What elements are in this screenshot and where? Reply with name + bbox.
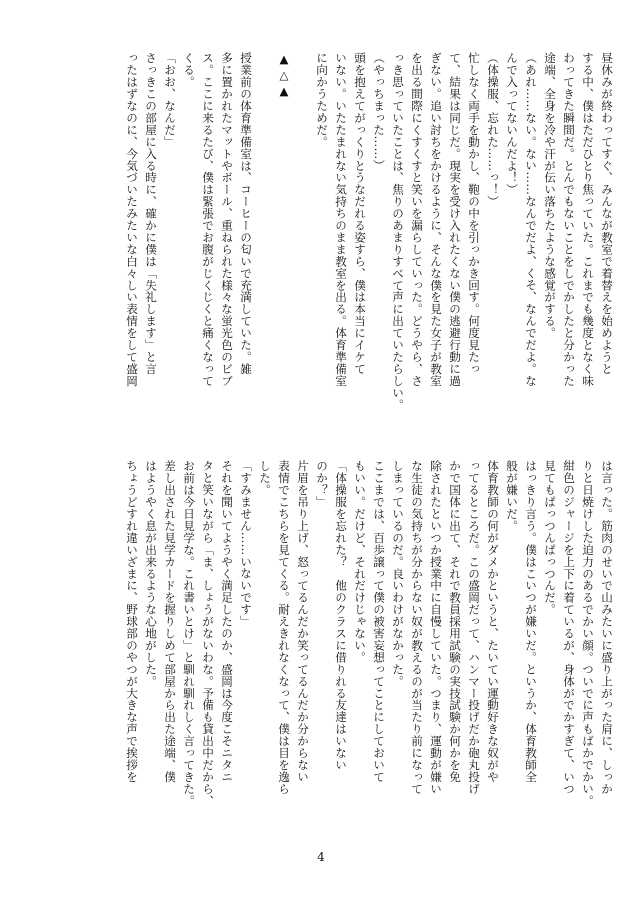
page-number: 4 — [317, 850, 325, 864]
text-line: 表情でこちらを見てくる。耐えきれなくなって、僕は目を逸ら — [277, 460, 291, 795]
text-line: かで国体に出て、それで教員採用試験の実技試験か何かを免 — [448, 460, 462, 783]
text-line: 途端、全身を冷や汗が伝い落ちたような感覚がする。 — [543, 52, 557, 339]
text-line: な生徒の気持ちが分からない奴が教えるのが当たり前になって — [410, 460, 424, 795]
upper-text-block — [125, 52, 616, 432]
text-line: 「体操服を忘れた？ 他のクラスに借りれる友達はいない — [334, 460, 348, 771]
text-line: 差し出された見学カードを握りしめて部屋から出た途端、僕 — [163, 460, 177, 783]
text-line: ったはずなのに、今気づいたみたいな白々しい表情をして盛岡 — [125, 52, 139, 387]
text-line: 片眉を吊り上げ、怒ってるんだか笑ってるんだか分からない — [296, 460, 310, 783]
text-line: 除されたといつか授業中に自慢していた。つまり、運動が嫌い — [429, 460, 443, 795]
text-line: （やっちまった……） — [372, 52, 386, 172]
text-line: 授業前の体育準備室は、コーヒーの匂いで充満していた。雑 — [239, 52, 253, 375]
text-line: 紺色のジャージを上下に着ているが、身体がでかすぎて、いつ — [562, 460, 576, 795]
text-line: 「すみません……いないです」 — [239, 460, 253, 628]
text-line: ってるところだ。この盛岡だって、ハンマー投げだか砲丸投げ — [467, 460, 481, 795]
text-line: 昼休みが終わってすぐ、みんなが教室で着替えを始めようと — [600, 52, 614, 375]
section-break-marker: ▲△▲ — [277, 52, 291, 100]
text-line: 頭を抱えてがっくりとうなだれる姿すら、僕は本当にイケて — [353, 52, 367, 375]
text-line: （体操服、忘れた……っ！） — [486, 52, 500, 208]
text-line — [293, 52, 312, 432]
text-line: りと日焼けした迫力のあるでかい顔。ついでに声もばかでかい。 — [581, 460, 595, 807]
text-line: 忙しなく両手を動かし、鞄の中を引っかき回す。何度見たっ — [467, 52, 481, 375]
text-line: 「おお、なんだ」 — [163, 52, 177, 148]
text-line: いない。いたたまれない気持ちのまま教室を出る。体育準備室 — [334, 52, 348, 387]
text-line: 多に置かれたマットやボール、重ねられた様々な蛍光色のビブ — [220, 52, 234, 387]
text-line — [255, 52, 274, 432]
text-line: ス。ここに来るたび、僕は緊張でお腹がじくじくと痛くなって — [201, 52, 215, 387]
text-line: さっきこの部屋に入る時に、確かに僕は「失礼します」と言 — [144, 52, 158, 375]
text-line: 体育教師の何がダメかというと、たいてい運動好きな奴がや — [486, 460, 500, 783]
text-line: て、結果は同じだ。現実を受け入れたくない僕の逃避行動に過 — [448, 52, 462, 387]
text-line: に向かうためだ。 — [315, 52, 329, 148]
text-line: んで入ってないんだよ！） — [505, 52, 519, 196]
text-line: ここまでは、百歩譲って僕の被害妄想ってことにしておいて — [372, 460, 386, 783]
text-line: お前は今日見学な。これ書いとけ」と馴れ馴れしく言ってきた。 — [182, 460, 196, 807]
text-line: はっきり言う。僕はこいつが嫌いだ。というか、体育教師全 — [524, 460, 538, 783]
text-line: 見てもぱっつんぱっつんだ。 — [543, 460, 557, 616]
lower-text-block — [78, 460, 616, 845]
text-line: っき思っていたことは、焦りのあまりすべて声に出ていたらしい。 — [391, 52, 405, 411]
text-line: ちょうどすれ違いざまに、野球部のやつが大きな声で挨拶を — [125, 460, 139, 783]
text-line: わってきた瞬間だ。とんでもないことをしでかしたと分かった — [562, 52, 576, 387]
text-line: タと笑いながら「ま、しょうがないわな。予備も貸出中だから、 — [201, 460, 215, 807]
text-line: のか？」 — [315, 460, 329, 508]
text-line: くる。 — [182, 52, 196, 88]
text-line: それを聞いてようやく満足したのか、盛岡は今度こそニタニ — [220, 460, 234, 783]
text-line: 般が嫌いだ。 — [505, 460, 519, 532]
text-line: （あれ……ない。ない……なんでだよ、くそ、なんでだよ。な — [524, 52, 538, 387]
text-line: した。 — [258, 460, 272, 496]
text-line: もいい。だけど、それだけじゃない。 — [353, 460, 367, 664]
text-line: する中、僕はただひとり焦っていた。これまでも幾度となく味 — [581, 52, 595, 387]
text-line: ぎない。追い討ちをかけるように、そんな僕を見た女子が教室 — [429, 52, 443, 387]
text-line: はようやく息が出来るような心地がした。 — [144, 460, 158, 688]
text-line: は言った。筋肉のせいで山みたいに盛り上がった肩に、しっか — [600, 460, 614, 795]
text-line: しまっているのだ。良いわけがなかった。 — [391, 460, 405, 688]
text-line: を出る間際にくすくすと笑いを漏らしていった。どうやら、さ — [410, 52, 424, 387]
